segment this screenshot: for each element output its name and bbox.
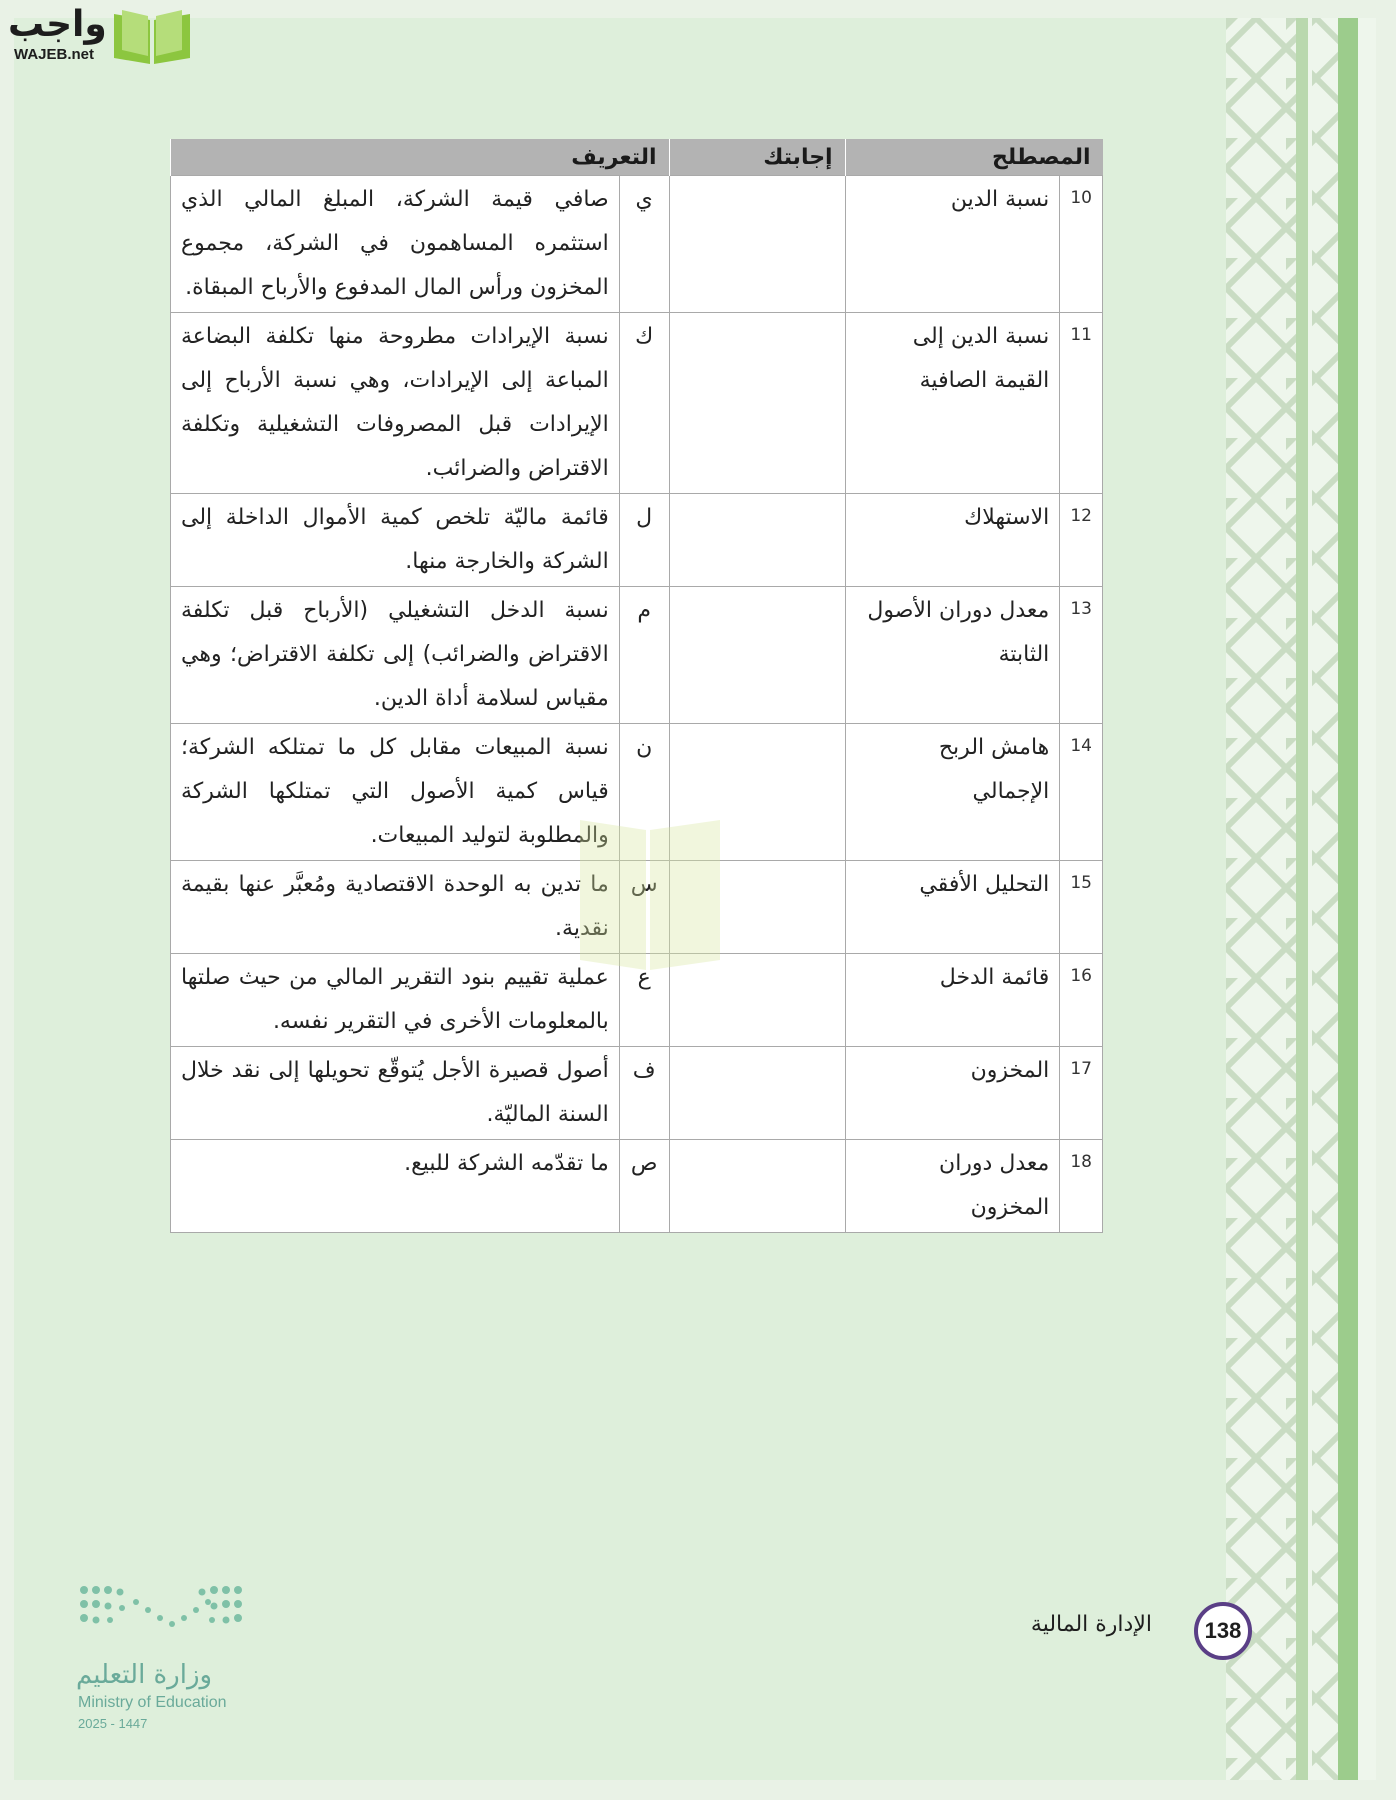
row-number: 16 [1060,954,1103,1047]
unit-title: الإدارة المالية [1030,1612,1152,1637]
answer-cell[interactable] [669,724,845,861]
answer-cell[interactable] [669,587,845,724]
ministry-english-name: Ministry of Education [78,1694,227,1711]
table-row [171,494,1103,587]
answer-cell[interactable] [669,176,845,313]
header-definition: التعريف [171,139,670,176]
letter-cell: س [619,861,669,954]
row-number: 11 [1060,313,1103,494]
letter-cell: ل [619,494,669,587]
term-cell: هامش الربح الإجمالي [845,724,1060,861]
table-row [171,724,1103,861]
row-number: 10 [1060,176,1103,313]
letter-cell: ص [619,1140,669,1233]
row-number: 17 [1060,1047,1103,1140]
term-cell: معدل دوران المخزون [845,1140,1060,1233]
definition-cell: ما تقدّمه الشركة للبيع. [171,1140,620,1233]
answer-cell[interactable] [669,1047,845,1140]
book-icon [112,6,192,66]
letter-cell: ك [619,313,669,494]
term-cell: نسبة الدين إلى القيمة الصافية [845,313,1060,494]
terms-table [170,139,1103,1233]
row-number: 14 [1060,724,1103,861]
row-number: 12 [1060,494,1103,587]
ministry-logo [76,1580,256,1730]
definition-cell: أصول قصيرة الأجل يُتوقّع تحويلها إلى نقد خلال السنة الماليّة. [171,1047,620,1140]
letter-cell: ي [619,176,669,313]
definition-cell: نسبة الإيرادات مطروحة منها تكلفة البضاعة المباعة إلى الإيرادات، وهي نسبة الأرباح إلى الإيرادات قبل المصروفات التشغيلية وتكلفة الاقتراض والضرائب. [171,313,620,494]
header-answer: إجابتك [669,139,845,176]
definition-cell: عملية تقييم بنود التقرير المالي من حيث صلتها بالمعلومات الأخرى في التقرير نفسه. [171,954,620,1047]
table-row [171,1140,1103,1233]
answer-cell[interactable] [669,313,845,494]
ministry-dots-icon [76,1580,246,1640]
row-number: 15 [1060,861,1103,954]
ministry-arabic-name: وزارة التعليم [76,1660,213,1690]
letter-cell: ع [619,954,669,1047]
table-row [171,176,1103,313]
definition-cell: نسبة المبيعات مقابل كل ما تمتلكه الشركة؛ قياس كمية الأصول التي تمتلكها الشركة والمطلوبة لتوليد المبيعات. [171,724,620,861]
logo-latin-text: WAJEB.net [14,46,95,63]
page-number-badge: 138 [1194,1602,1252,1660]
row-number: 13 [1060,587,1103,724]
letter-cell: ن [619,724,669,861]
definition-cell: قائمة ماليّة تلخص كمية الأموال الداخلة إلى الشركة والخارجة منها. [171,494,620,587]
term-cell: معدل دوران الأصول الثابتة [845,587,1060,724]
header-term: المصطلح [845,139,1102,176]
table-row [171,587,1103,724]
diamond-pattern-icon [1226,18,1376,1780]
answer-cell[interactable] [669,861,845,954]
table-header-row [171,139,1103,176]
definition-cell: صافي قيمة الشركة، المبلغ المالي الذي استثمره المساهمون في الشركة، مجموع المخزون ورأس المال المدفوع والأرباح المبقاة. [171,176,620,313]
table-row [171,861,1103,954]
term-cell: نسبة الدين [845,176,1060,313]
letter-cell: م [619,587,669,724]
ministry-year: 2025 - 1447 [78,1716,148,1731]
table-row [171,1047,1103,1140]
term-cell: الاستهلاك [845,494,1060,587]
answer-cell[interactable] [669,1140,845,1233]
definition-cell: نسبة الدخل التشغيلي (الأرباح قبل تكلفة الاقتراض والضرائب) إلى تكلفة الاقتراض؛ وهي مقياس لسلامة أداة الدين. [171,587,620,724]
term-cell: المخزون [845,1047,1060,1140]
definition-cell: ما تدين به الوحدة الاقتصادية ومُعبَّر عنها بقيمة نقدية. [171,861,620,954]
decorative-side-band [1226,18,1376,1780]
logo-arabic-text: واجب [8,4,107,45]
term-cell: التحليل الأفقي [845,861,1060,954]
table-row [171,954,1103,1047]
letter-cell: ف [619,1047,669,1140]
answer-cell[interactable] [669,954,845,1047]
row-number: 18 [1060,1140,1103,1233]
term-cell: قائمة الدخل [845,954,1060,1047]
wajeb-logo[interactable] [8,4,192,68]
answer-cell[interactable] [669,494,845,587]
table-row [171,313,1103,494]
